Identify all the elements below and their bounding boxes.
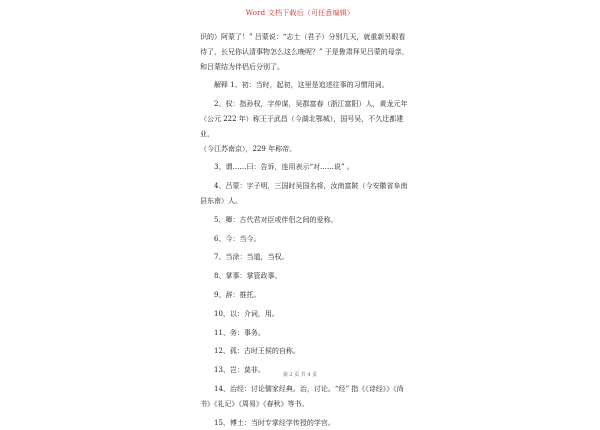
paragraph-line: 14、治经：讨论儒家经典。治，讨论。“经” 指《《诗经》》《尚 bbox=[214, 384, 404, 393]
paragraph-line: 13、岂：莫非。 bbox=[214, 366, 265, 375]
paragraph-line: （今江苏南京），229 年称帝。 bbox=[200, 144, 297, 153]
paragraph-line: 和吕蒙结为伴侣后分别了。 bbox=[200, 62, 284, 71]
paragraph-line: 11、务：事务。 bbox=[214, 328, 265, 337]
paragraph-line: 9、辞：推托。 bbox=[214, 290, 261, 299]
paragraph-line: 待了，长兄你认清事物怎么这么晚呢？” 于是鲁肃拜见吕蒙的母亲， bbox=[200, 47, 409, 56]
paragraph-line: 6、今：当今。 bbox=[214, 234, 261, 243]
paragraph-line: 4、吕蒙：字子明，三国时吴国名将，汝南富陂（今安徽省阜南 bbox=[214, 182, 408, 191]
header-note: Word 文档下载后（可任意编辑） bbox=[245, 9, 355, 17]
paragraph-line: 15、博士：当时专掌经学传授的学官。 bbox=[214, 418, 335, 427]
page-number: 第 2 页 共 4 页 bbox=[282, 372, 318, 378]
paragraph-line: 5、卿：古代君对臣或伴侣之间的爱称。 bbox=[214, 215, 338, 224]
paragraph-line: 10、以：介词，用。 bbox=[214, 309, 279, 318]
paragraph-line: 2、权：指孙权，字仲谋，吴郡富春（浙江富阳）人，黄龙元年 bbox=[214, 100, 408, 109]
document-body bbox=[200, 30, 410, 430]
paragraph-line: （公元 222 年）称王于武昌（今湖北鄂城），国号吴，不久迁都建业， bbox=[200, 114, 404, 138]
paragraph-line: 12、孤：古时王侯的自称。 bbox=[214, 347, 300, 356]
paragraph-line: 识的）阿蒙了！” 吕蒙说：“志士（君子）分别几天，就重新另眼看 bbox=[200, 33, 406, 41]
paragraph-line: 县东南）人。 bbox=[200, 196, 242, 205]
paragraph-line: 7、当涂：当道，当权。 bbox=[214, 253, 289, 262]
paragraph-line: 8、掌事：掌管政事。 bbox=[214, 272, 282, 281]
paragraph-line: 书》《礼记》《周易》《春秋》等书。 bbox=[200, 399, 309, 408]
paragraph-line: 3、谓……曰：告诉，连用表示“对……说” 。 bbox=[214, 163, 354, 172]
paragraph-line: 解释 1、初：当时，起初，这里是追述往事的习惯用词。 bbox=[214, 81, 389, 90]
